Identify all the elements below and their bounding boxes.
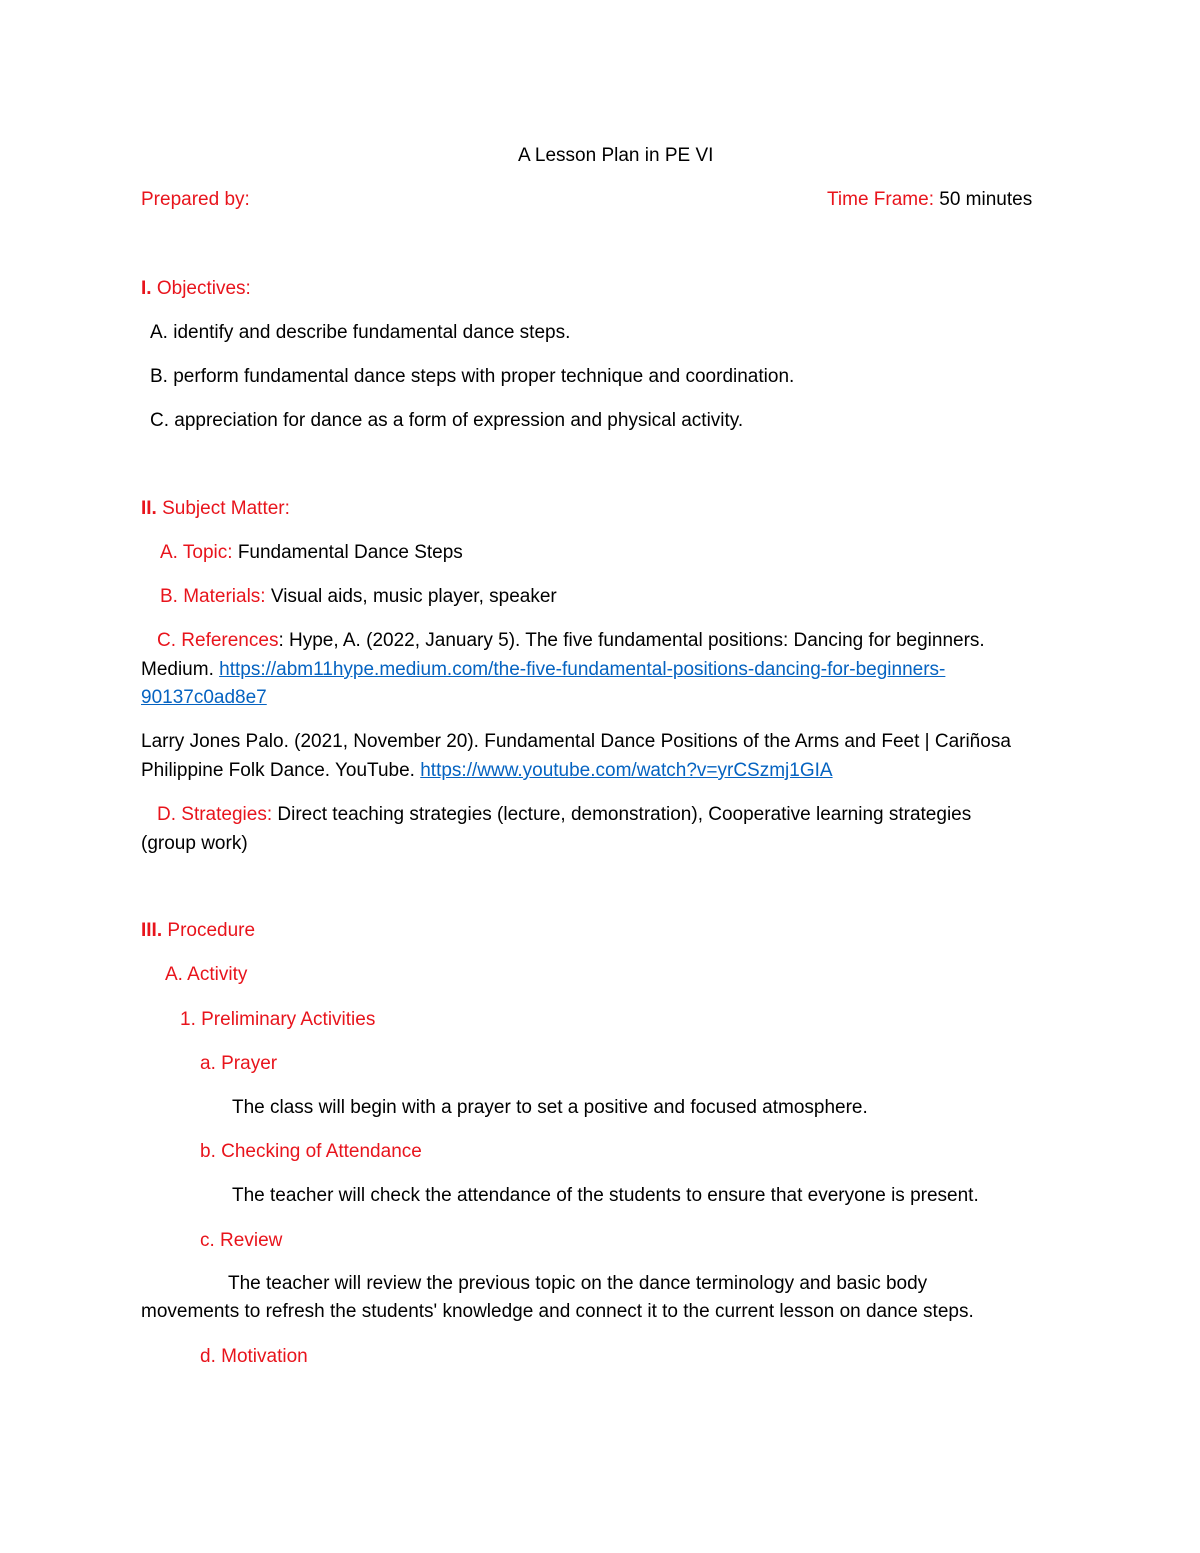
procedure-title: Procedure	[167, 920, 256, 941]
page-title: A Lesson Plan in PE VI	[518, 145, 714, 166]
reference-2-source: Philippine Folk Dance. YouTube.	[141, 760, 415, 781]
topic-label: A. Topic:	[160, 542, 233, 563]
topic-value: Fundamental Dance Steps	[237, 542, 463, 563]
materials-label: B. Materials:	[160, 586, 266, 607]
review-heading: c. Review	[200, 1230, 283, 1251]
review-text-continued: movements to refresh the students' knowledge and connect it to the current lesson on dance steps.	[141, 1301, 974, 1322]
reference-1-line-2	[141, 656, 945, 684]
objective-item: C. appreciation for dance as a form of expression and physical activity.	[150, 410, 744, 431]
prepared-by-label: Prepared by:	[141, 189, 250, 210]
time-frame-label: Time Frame:	[827, 189, 934, 210]
strategies-value-continued: (group work)	[141, 833, 248, 854]
references-colon: :	[278, 630, 284, 651]
subject-matter-numeral: II.	[141, 498, 157, 519]
time-frame	[827, 186, 1032, 214]
reference-2-link[interactable]: https://www.youtube.com/watch?v=yrCSzmj1GIA	[420, 760, 833, 781]
reference-2-text: Larry Jones Palo. (2021, November 20). Fundamental Dance Positions of the Arms and Feet | Cariñosa	[141, 731, 1011, 752]
objectives-title: Objectives:	[156, 278, 251, 299]
prayer-heading: a. Prayer	[200, 1053, 278, 1074]
strategies-line	[157, 801, 971, 829]
objective-item: A. identify and describe fundamental dance steps.	[150, 322, 571, 343]
strategies-value: Direct teaching strategies (lecture, demonstration), Cooperative learning strategies	[277, 804, 972, 825]
objectives-heading	[141, 275, 251, 303]
objective-item: B. perform fundamental dance steps with proper technique and coordination.	[150, 366, 795, 387]
attendance-text: The teacher will check the attendance of the students to ensure that everyone is present.	[232, 1185, 979, 1206]
strategies-label: D. Strategies:	[157, 804, 273, 825]
materials-line	[160, 583, 557, 611]
activity-heading: A. Activity	[165, 964, 248, 985]
references-line	[157, 627, 985, 655]
reference-2-line-2	[141, 757, 833, 785]
subject-matter-title: Subject Matter:	[162, 498, 290, 519]
procedure-numeral: III.	[141, 920, 163, 941]
reference-1-source: Medium.	[141, 659, 214, 680]
prayer-text: The class will begin with a prayer to set a positive and focused atmosphere.	[232, 1097, 868, 1118]
reference-1-text: Hype, A. (2022, January 5). The five fundamental positions: Dancing for beginners.	[289, 630, 985, 651]
motivation-heading: d. Motivation	[200, 1346, 308, 1367]
topic-line	[160, 539, 463, 567]
subject-matter-heading	[141, 495, 290, 523]
procedure-heading	[141, 917, 255, 945]
attendance-heading: b. Checking of Attendance	[200, 1141, 422, 1162]
reference-1-link-continued[interactable]: 90137c0ad8e7	[141, 687, 267, 708]
references-label: C. References	[157, 630, 279, 651]
review-text: The teacher will review the previous topic on the dance terminology and basic body	[228, 1273, 928, 1294]
reference-1-link[interactable]: https://abm11hype.medium.com/the-five-fundamental-positions-dancing-for-beginners-	[219, 659, 946, 680]
preliminary-activities-heading: 1. Preliminary Activities	[180, 1009, 376, 1030]
time-frame-value: 50 minutes	[939, 189, 1033, 210]
materials-value: Visual aids, music player, speaker	[270, 586, 557, 607]
objectives-numeral: I.	[141, 278, 152, 299]
reference-1-line-3	[141, 684, 267, 712]
